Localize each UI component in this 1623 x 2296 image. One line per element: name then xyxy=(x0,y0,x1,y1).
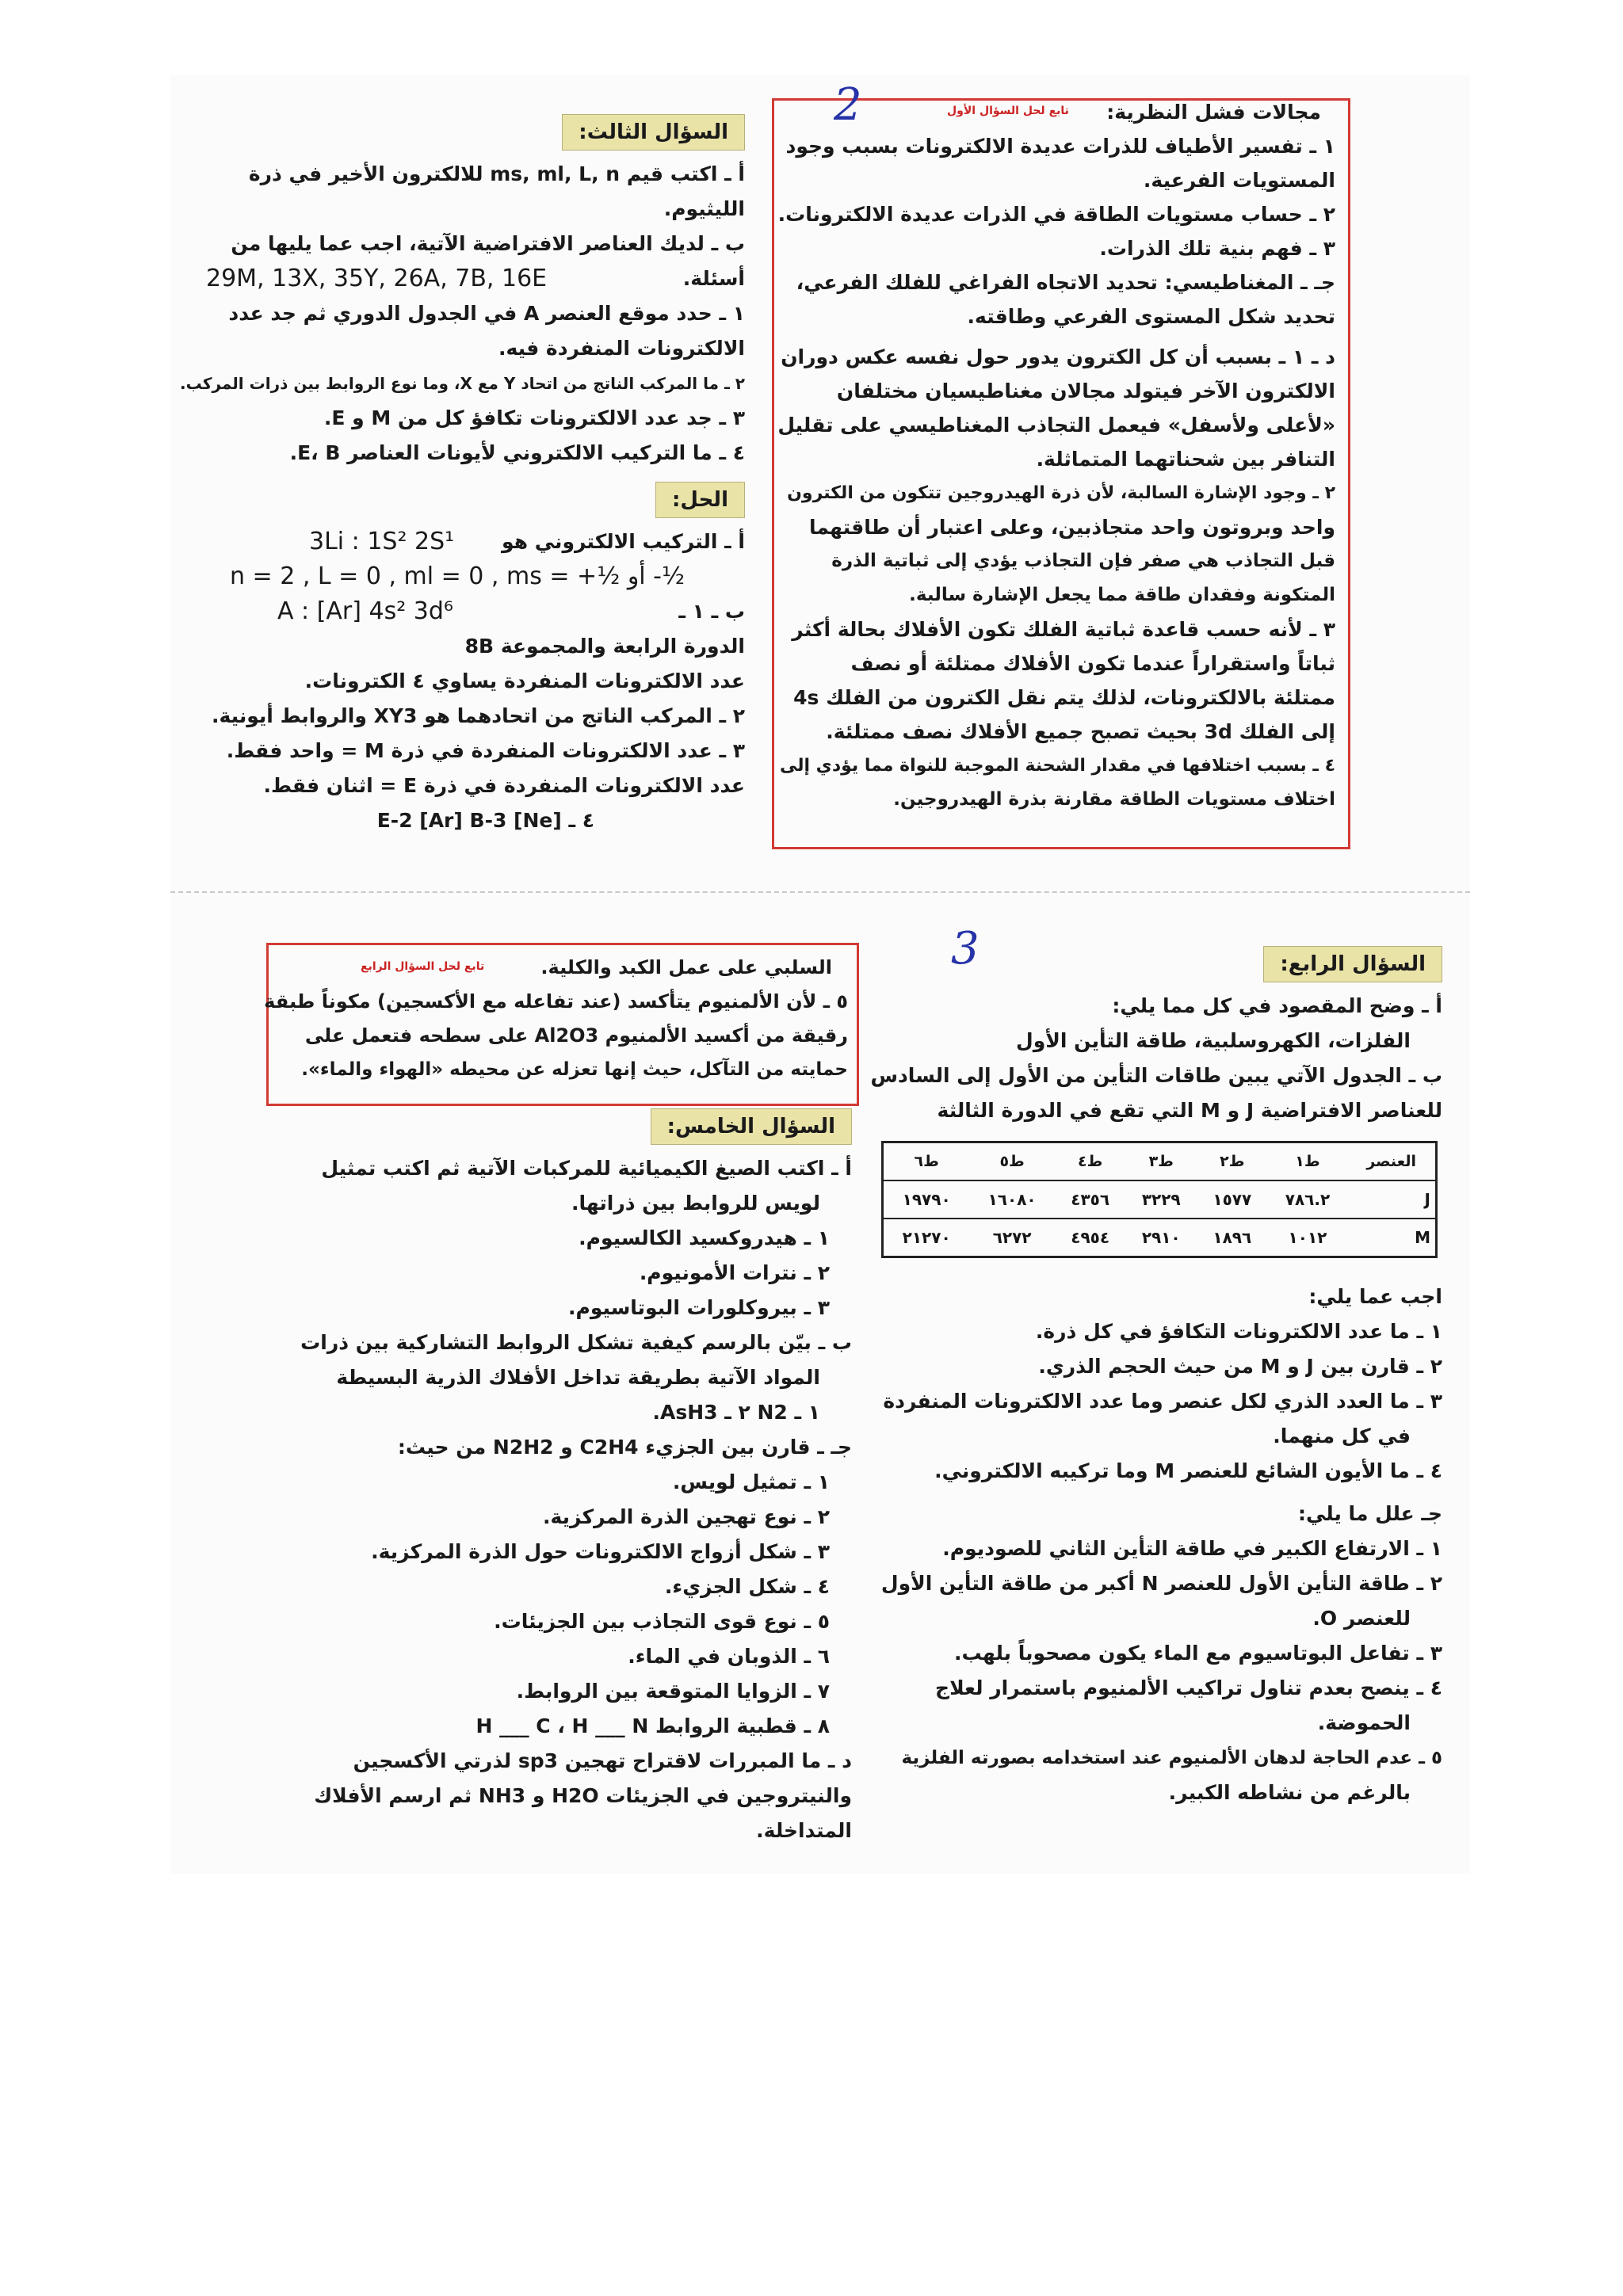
box1-line: «لأعلى ولأسفل» فيعمل التجاذب المغناطيسي على تقليل xyxy=(777,414,1335,437)
q4-line: بالرغم من نشاطه الكبير. xyxy=(1168,1781,1411,1804)
q5-line: د ـ ما المبررات لاقتراح تهجين sp3 لذرتي الأكسجين xyxy=(353,1749,852,1772)
box2-line: حمايته من التآكل، حيث إنها تعزله عن محيطه «الهواء والماء». xyxy=(301,1059,848,1080)
q4-line: في كل منهما. xyxy=(1273,1425,1411,1447)
answer-box-q1-text xyxy=(777,95,1335,817)
box2-line: ٥ ـ لأن الألمنيوم يتأكسد (عند تفاعله مع الأكسجين) مكوناً طبقة xyxy=(264,990,848,1013)
question-5-title: السؤال الخامس: xyxy=(651,1108,852,1145)
solution-line-5: عدد الالكترونات المنفردة يساوي ٤ الكترونات. xyxy=(304,669,745,692)
question-4-questions xyxy=(872,1280,1442,1810)
q3-part-a-cont: الليثيوم. xyxy=(663,197,745,220)
q3-item-2: ٢ ـ ما المركب الناتج من اتحاد Y مع X، وما نوع الروابط بين ذرات المركب. xyxy=(180,374,745,393)
box1-line: ثباتاً واستقراراً عندما تكون الأفلاك ممتلئة أو نصف xyxy=(850,652,1335,675)
table-cell: ١٥٧٧ xyxy=(1197,1180,1268,1219)
question-3-title: السؤال الثالث: xyxy=(562,114,745,151)
q3-part-b-cont: أسئلة. xyxy=(682,267,745,290)
solution-a-config: A : [Ar] 4s² 3d⁶ xyxy=(277,597,453,625)
q3-part-a: أ ـ اكتب قيم ms, ml, L, n للالكترون الأخير في ذرة xyxy=(248,162,745,185)
table-cell: ١٨٩٦ xyxy=(1197,1219,1268,1257)
table-header-row xyxy=(883,1142,1437,1181)
q5-line: ٢ ـ نترات الأمونيوم. xyxy=(639,1261,830,1284)
table-header: العنصر xyxy=(1347,1142,1436,1181)
q5-line: ٥ ـ نوع قوى التجاذب بين الجزيئات. xyxy=(494,1610,830,1633)
table-cell: ٢١٢٧٠ xyxy=(883,1219,970,1257)
q3-part-b: ب ـ لديك العناصر الافتراضية الآتية، اجب عما يليها من xyxy=(231,232,745,255)
q5-line: المتداخلة. xyxy=(756,1819,852,1842)
q5-line: ٣ ـ شكل أزواج الالكترونات حول الذرة المركزية. xyxy=(371,1540,830,1563)
box1-line: التنافر بين شحناتهما المتماثلة. xyxy=(1036,448,1335,471)
table-header: ط٤ xyxy=(1055,1142,1126,1181)
table-row xyxy=(883,1180,1437,1219)
q4-line: للعنصر O. xyxy=(1312,1607,1411,1630)
q5-line: المواد الآتية بطريقة تداخل الأفلاك الذرية البسيطة xyxy=(336,1366,820,1389)
solution-li-config: 3Li : 1S² 2S¹ xyxy=(309,528,455,555)
table-header: ط٦ xyxy=(883,1142,970,1181)
solution-line-4: الدورة الرابعة والمجموعة 8B xyxy=(464,635,745,658)
solution-quantum-numbers: n = 2 , L = 0 , ml = 0 , ms = +½ أو -½ xyxy=(230,563,685,590)
q5-line: ٨ ـ قطبية الروابط H ___ C ، H ___ N xyxy=(475,1714,830,1737)
q3-item-1-cont: الالكترونات المنفردة فيه. xyxy=(498,337,745,360)
box1-line: تحديد شكل المستوى الفرعي وطاقته. xyxy=(967,305,1335,328)
q4-line: ٤ ـ ينصح بعدم تناول تراكيب الألمنيوم باستمرار لعلاج xyxy=(935,1676,1442,1699)
table-cell: ١٩٧٩٠ xyxy=(883,1180,970,1219)
solution-line-8: عدد الالكترونات المنفردة في ذرة E = اثنان فقط. xyxy=(263,774,745,797)
page-fold-divider xyxy=(170,891,1470,893)
q4-line: ١ ـ الارتفاع الكبير في طاقة التأين الثاني للصوديوم. xyxy=(942,1537,1442,1560)
table-cell: ٣٢٢٩ xyxy=(1125,1180,1197,1219)
q4-line: ب ـ الجدول الآتي يبين طاقات التأين من الأول إلى السادس xyxy=(870,1064,1442,1087)
q4-line: جـ علل ما يلي: xyxy=(1297,1502,1442,1525)
table-cell: ٢٩١٠ xyxy=(1125,1219,1197,1257)
solution-title: الحل: xyxy=(655,482,745,518)
solution-line-9: ٤ ـ E-2 [Ar] B-3 [Ne] xyxy=(376,809,594,832)
box1-line: د ـ ١ ـ بسبب أن كل الكترون يدور حول نفسه عكس دوران xyxy=(781,345,1335,368)
q4-line: للعناصر الافتراضية J و M التي تقع في الدورة الثالثة xyxy=(937,1099,1442,1122)
q4-line: أ ـ وضح المقصود في كل مما يلي: xyxy=(1112,994,1442,1017)
table-cell: ١٦٠٨٠ xyxy=(969,1180,1055,1219)
q5-line: ٤ ـ شكل الجزيء. xyxy=(664,1575,830,1598)
box1-line: ٢ ـ حساب مستويات الطاقة في الذرات عديدة الالكترونات. xyxy=(777,203,1335,226)
question-4-title: السؤال الرابع: xyxy=(1263,946,1442,982)
answer-box-q4-tag: تابع لحل السؤال الرابع xyxy=(361,960,485,973)
q4-line: الحموضة. xyxy=(1317,1711,1411,1734)
q5-line: ٢ ـ نوع تهجين الذرة المركزية. xyxy=(542,1505,830,1528)
q5-line: ٣ ـ بيروكلورات البوتاسيوم. xyxy=(568,1296,830,1319)
q5-line: ١ ـ هيدروكسيد الكالسيوم. xyxy=(579,1226,830,1249)
q4-line: ٣ ـ ما العدد الذري لكل عنصر وما عدد الالكترونات المنفردة xyxy=(883,1390,1442,1413)
q4-line: ٣ ـ تفاعل البوتاسيوم مع الماء يكون مصحوباً بلهب. xyxy=(953,1642,1442,1665)
answer-box-q1-tag: تابع لحل السؤال الأول xyxy=(947,105,1069,117)
box1-line: ٤ ـ بسبب اختلافها في مقدار الشحنة الموجبة للنواة مما يؤدي إلى xyxy=(779,756,1335,776)
table-header: ط٥ xyxy=(969,1142,1055,1181)
q3-elements: 29M, 13X, 35Y, 26A, 7B, 16E xyxy=(206,265,548,292)
q4-line: اجب عما يلي: xyxy=(1308,1285,1442,1308)
solution-line-1: أ ـ التركيب الالكتروني هو xyxy=(502,530,745,553)
box1-line: ٢ ـ وجود الإشارة السالبة، لأن ذرة الهيدروجين تتكون من الكترون xyxy=(787,483,1335,503)
box1-line: المستويات الفرعية. xyxy=(1143,169,1335,192)
q5-line: لويس للروابط بين ذراتها. xyxy=(571,1192,820,1215)
table-header: ط٢ xyxy=(1197,1142,1268,1181)
q4-line: ٢ ـ قارن بين J و M من حيث الحجم الذري. xyxy=(1038,1355,1442,1378)
solution-line-7: ٣ ـ عدد الالكترونات المنفردة في ذرة M = واحد فقط. xyxy=(226,739,745,762)
table-cell: ١٠١٢ xyxy=(1268,1219,1348,1257)
q5-line: جـ ـ قارن بين الجزيء C2H4 و N2H2 من حيث: xyxy=(397,1436,852,1459)
box1-line: جـ ـ المغناطيسي: تحديد الاتجاه الفراغي للفلك الفرعي، xyxy=(796,271,1335,294)
question-3-column xyxy=(180,111,745,838)
handwritten-page-2: 2 xyxy=(834,79,862,131)
box1-line: واحد وبروتون واحد متجاذبين، وعلى اعتبار أن طاقتهما xyxy=(808,516,1335,539)
table-cell: ٦٢٧٢ xyxy=(969,1219,1055,1257)
box1-line: مجالات فشل النظرية: xyxy=(1106,101,1321,124)
solution-line-6: ٢ ـ المركب الناتج من اتحادهما هو XY3 والروابط أيونية. xyxy=(211,704,745,727)
question-5-column xyxy=(281,1105,852,1848)
box1-line: قبل التجاذب هي صفر فإن التجاذب يؤدي إلى ثباتية الذرة xyxy=(831,551,1335,571)
q4-line: ٤ ـ ما الأيون الشائع للعنصر M وما تركيبه الالكتروني. xyxy=(934,1459,1442,1482)
box1-line: المتكونة وفقدان طاقة مما يجعل الإشارة سالبة. xyxy=(909,585,1335,605)
q5-line: ٦ ـ الذوبان في الماء. xyxy=(628,1645,830,1668)
q4-line: ٥ ـ عدم الحاجة لدهان الألمنيوم عند استخدامه بصورته الفلزية xyxy=(901,1748,1442,1768)
ionization-energy-table xyxy=(881,1141,1438,1258)
handwritten-page-3: 3 xyxy=(951,923,980,974)
q4-line: الفلزات، الكهروسلبية، طاقة التأين الأول xyxy=(1016,1029,1411,1052)
box1-line: ٣ ـ لأنه حسب قاعدة ثباتية الفلك تكون الأفلاك بحالة أكثر xyxy=(792,618,1335,641)
q5-line: ٧ ـ الزوايا المتوقعة بين الروابط. xyxy=(516,1680,830,1703)
box2-line: رقيقة من أكسيد الألمنيوم Al2O3 على سطحه فتعمل على xyxy=(304,1024,848,1047)
q5-line: ١ ـ N2 ٢ ـ AsH3. xyxy=(652,1401,820,1424)
question-4-column xyxy=(872,943,1442,1128)
q3-item-3: ٣ ـ جد عدد الالكترونات تكافؤ كل من M و E. xyxy=(323,406,745,429)
table-row xyxy=(883,1219,1437,1257)
box1-line: اختلاف مستويات الطاقة مقارنة بذرة الهيدروجين. xyxy=(893,789,1335,810)
table-cell: J xyxy=(1347,1180,1436,1219)
box1-line: ١ ـ تفسير الأطياف للذرات عديدة الالكترونات بسبب وجود xyxy=(785,135,1335,158)
table-header: ط٣ xyxy=(1125,1142,1197,1181)
solution-line-3: ب ـ ١ ـ xyxy=(678,600,745,623)
table-cell: ٤٣٥٦ xyxy=(1055,1180,1126,1219)
box1-line: ٣ ـ فهم بنية تلك الذرات. xyxy=(1099,237,1335,260)
q5-line: أ ـ اكتب الصيغ الكيميائية للمركبات الآتية ثم اكتب تمثيل xyxy=(321,1157,852,1180)
q3-item-4: ٤ ـ ما التركيب الالكتروني لأيونات العناصر E، B. xyxy=(289,441,745,464)
box1-line: إلى الفلك 3d بحيث تصبح جميع الأفلاك نصف ممتلئة. xyxy=(826,720,1335,743)
box2-line: السلبي على عمل الكبد والكلية. xyxy=(540,956,832,978)
q5-line: ب ـ بيّن بالرسم كيفية تشكل الروابط التشاركية بين ذرات xyxy=(300,1331,852,1354)
table-header: ط١ xyxy=(1268,1142,1348,1181)
q3-item-1: ١ ـ حدد موقع العنصر A في الجدول الدوري ثم جد عدد xyxy=(228,302,745,325)
q5-line: والنيتروجين في الجزيئات H2O و NH3 ثم ارسم الأفلاك xyxy=(314,1784,852,1807)
box1-line: ممتلئة بالالكترونات، لذلك يتم نقل الكترون من الفلك 4s xyxy=(793,686,1335,709)
q5-line: ١ ـ تمثيل لويس. xyxy=(672,1470,830,1493)
answer-box-q4-text xyxy=(264,951,848,1087)
table-cell: M xyxy=(1347,1219,1436,1257)
q4-line: ٢ ـ طاقة التأين الأول للعنصر N أكبر من طاقة التأين الأول xyxy=(880,1572,1442,1595)
table-cell: ٧٨٦.٢ xyxy=(1268,1180,1348,1219)
q4-line: ١ ـ ما عدد الالكترونات التكافؤ في كل ذرة. xyxy=(1035,1320,1442,1343)
table-cell: ٤٩٥٤ xyxy=(1055,1219,1126,1257)
box1-line: الالكترون الآخر فيتولد مجالان مغناطيسيان مختلفان xyxy=(836,379,1335,402)
